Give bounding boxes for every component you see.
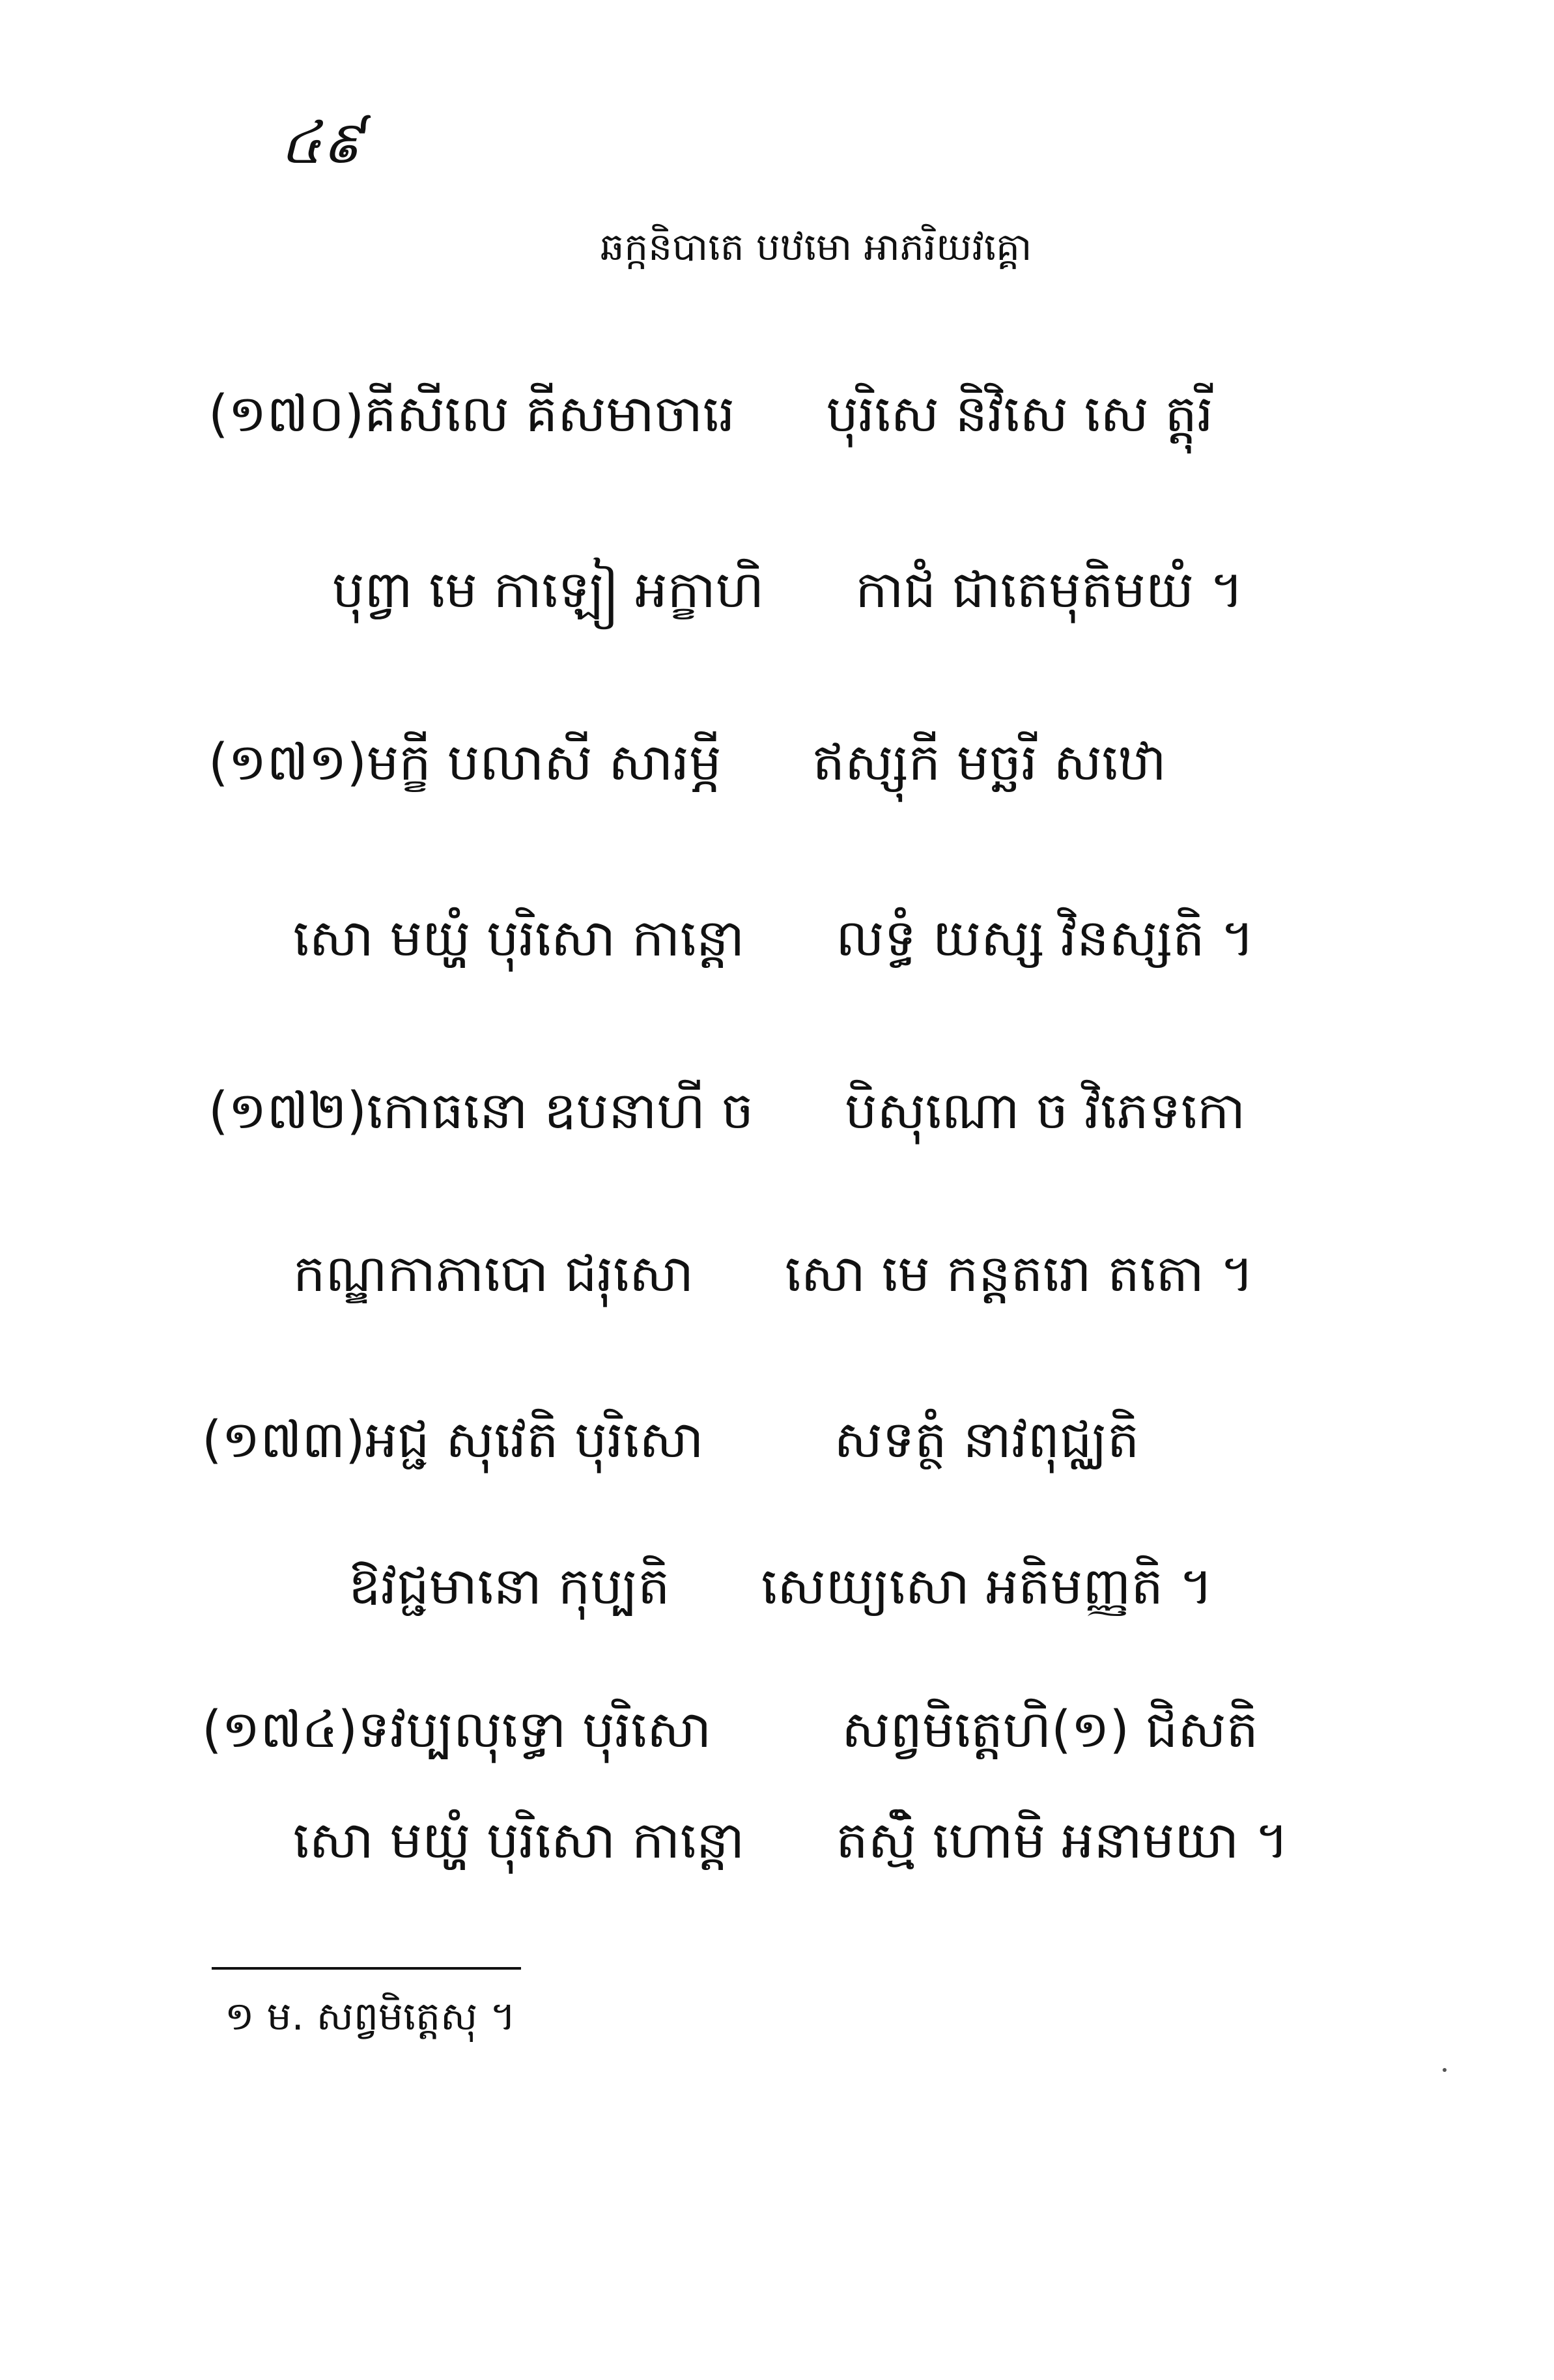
verse-line-b: តស្មិំ ហោមិ អនាមយា ។: [836, 1811, 1289, 1870]
verse-line-a: បុព្វា មេ កាឡៀ អក្ខាហិ: [332, 561, 765, 619]
verse-line-1: [208, 384, 1213, 446]
verse-number: (១៧២): [208, 1082, 367, 1140]
page-number: ៤៩: [280, 109, 363, 177]
paper-speck: [1443, 2068, 1447, 2072]
verse-line-a: គីសីលេ គីសមាចារេ: [364, 385, 735, 444]
verse-line-a: ទវប្បលុទ្ធោ បុរិសោ: [358, 1701, 712, 1759]
verse-line-a: អជ្ជ សុវេតិ បុរិសោ: [365, 1411, 704, 1469]
verse-number: (១៧៤): [202, 1701, 358, 1759]
verse-line-b: បិសុណោ ច វិភេទកោ: [845, 1082, 1246, 1140]
footnote-rule: [212, 1967, 521, 1970]
verse-line-b: លទ្ធំ យស្ស វិនស្សតិ ។: [836, 909, 1254, 968]
verse-line-a: សោ មយ្ហំ បុរិសោ កាន្តោ: [293, 1811, 745, 1870]
verse-line-a: កណ្ឌកាភាបោ ជរុសោ: [293, 1245, 694, 1303]
verse-number: (១៧១): [208, 733, 367, 792]
verse-line-a: សោ មយ្ហំ បុរិសោ កាន្តោ: [293, 909, 745, 968]
verse-number: (១៧៣): [202, 1411, 365, 1469]
verse-line-a: ឱវជ្ជមានោ កុប្បតិ: [348, 1557, 670, 1616]
verse-line-a: មក្ខី បលាសី សារម្ភី: [366, 733, 722, 792]
verse-line-b: សព្វមិត្តេហិ(១) ជិសតិ: [841, 1701, 1259, 1759]
verse-line-b: កាជំ ជាតេមុតិមយំ ។: [855, 561, 1244, 619]
verse-line-1: [202, 1700, 1258, 1761]
verse-line-1: [208, 733, 1166, 794]
verse-line-2: [293, 1811, 1288, 1872]
verse-line-2: [293, 909, 1254, 970]
verse-line-b: សោ មេ កន្តតរោ តតោ ។: [785, 1245, 1254, 1303]
verse-line-1: [208, 1081, 1245, 1142]
verse-line-2: [332, 560, 1243, 621]
verse-line-1: [202, 1410, 1139, 1471]
verse-line-b: ឥស្សុកី មច្ឆរី សឋោ: [812, 733, 1166, 792]
verse-line-b: សទត្ថំ នាវពុជ្ឈតិ: [834, 1411, 1140, 1469]
verse-number: (១៧០): [208, 385, 365, 444]
running-head: ឆក្កនិបាតេ បឋមោ អាភរិយវគ្គោ: [600, 225, 1032, 269]
verse-line-a: កោធនោ ឧបនាហី ច: [366, 1082, 754, 1140]
verse-line-b: សេយ្យសោ អតិមញ្ញតិ ។: [761, 1557, 1213, 1616]
verse-line-2: [293, 1244, 1254, 1305]
footnote: ១ ម. សព្វមិត្តេសុ ។: [225, 1994, 516, 2039]
verse-line-b: បុរិសេ និវិសេ សេ ត្តុរី: [826, 385, 1213, 444]
verse-line-2: [348, 1557, 1213, 1618]
